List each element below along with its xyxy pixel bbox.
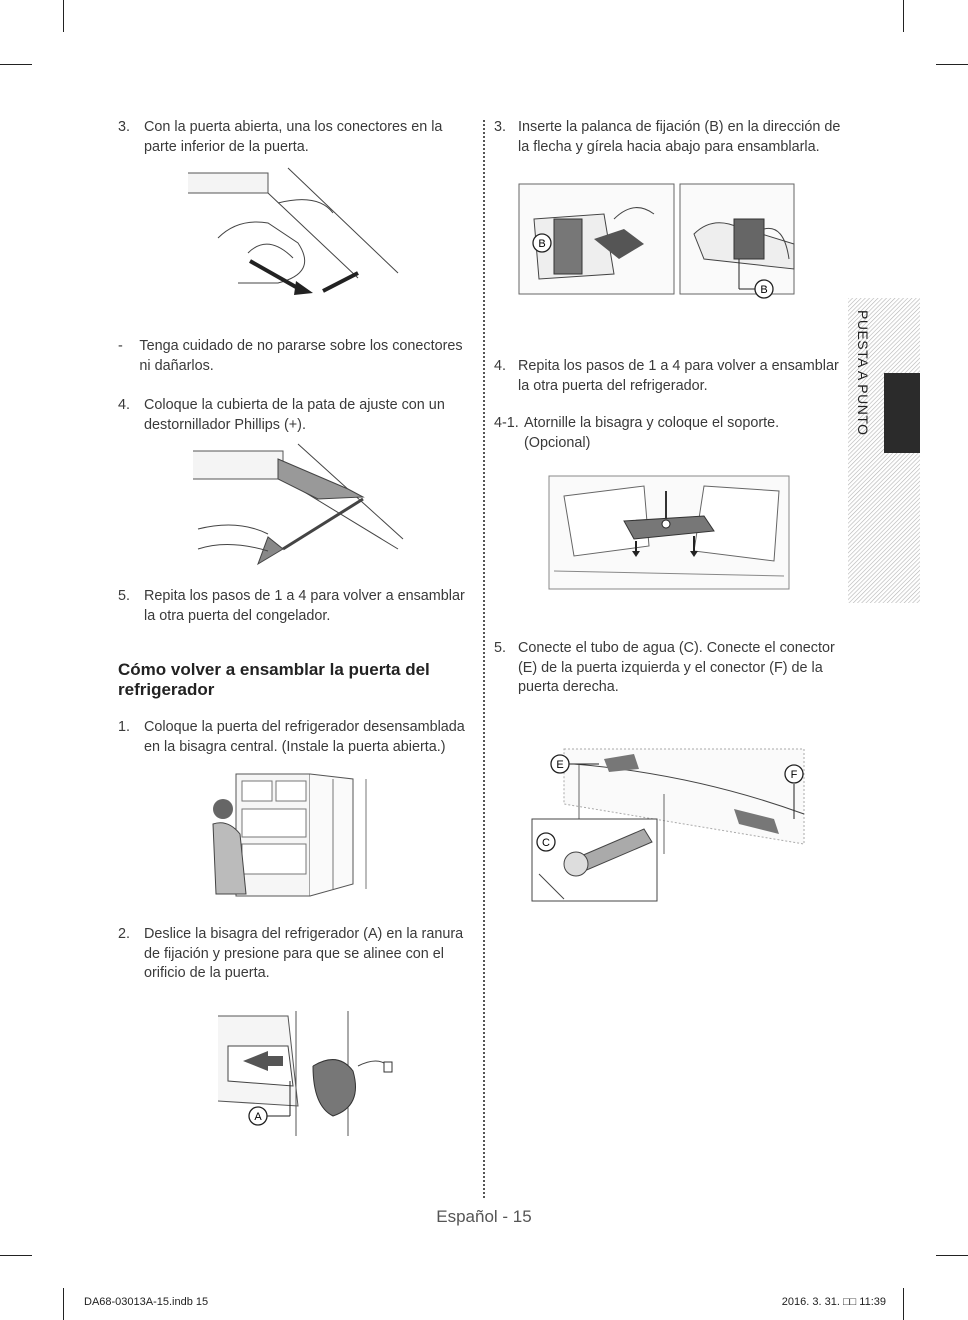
- step-4-right: [494, 357, 844, 396]
- step-text: Conecte el tubo de agua (C). Conecte el conector (E) de la puerta izquierda y el conector (F) de la puerta derecha.: [518, 640, 835, 695]
- step-number: 5.: [118, 588, 131, 604]
- step-1-left: [118, 718, 470, 757]
- note-text: Tenga cuidado de no pararse sobre los conectores ni dañarlos.: [139, 338, 463, 374]
- step-4-1-right: [494, 414, 844, 453]
- section-heading: Cómo volver a ensamblar la puerta del refrigerador: [118, 660, 430, 699]
- crop-mark: [63, 1288, 64, 1320]
- step-3-left: [118, 118, 470, 157]
- bracket-illustration: [494, 471, 844, 595]
- step-text: Coloque la puerta del refrigerador desensamblada en la bisagra central. (Instale la puerta abierta.): [144, 719, 465, 755]
- screwdriver-illustration: [118, 439, 470, 569]
- left-column: [118, 118, 470, 1146]
- step-text: Atornille la bisagra y coloque el soporte. (Opcional): [524, 415, 780, 451]
- caution-note: [118, 337, 470, 376]
- step-number: 3.: [118, 119, 131, 135]
- water-tube-illustration: [494, 734, 844, 904]
- step-number: 1.: [118, 719, 131, 735]
- step-text: Deslice la bisagra del refrigerador (A) en la ranura de fijación y presione para que se alinee con el orificio de la puerta.: [144, 926, 464, 981]
- step-5-left: [118, 587, 470, 626]
- step-number: 4.: [494, 358, 507, 374]
- hinge-illustration: [118, 1006, 470, 1146]
- step-number: 5.: [494, 640, 507, 656]
- step-text: Coloque la cubierta de la pata de ajuste con un destornillador Phillips (+).: [144, 397, 445, 433]
- crop-mark: [936, 64, 968, 65]
- step-4-left: [118, 396, 470, 435]
- step-number: 3.: [494, 119, 507, 135]
- crop-mark: [63, 0, 64, 32]
- label-c: C: [542, 836, 550, 849]
- step-5-right: [494, 639, 844, 698]
- lever-illustration: [494, 179, 844, 311]
- refrigerator-door-illustration: [118, 769, 470, 901]
- page-number: Español - 15: [436, 1207, 532, 1226]
- crop-mark: [0, 64, 32, 65]
- step-text: Inserte la palanca de fijación (B) en la dirección de la flecha y gírela hacia abajo para ensamblarla.: [518, 119, 841, 155]
- step-number: 4.: [118, 397, 131, 413]
- label-b-left: B: [538, 238, 546, 250]
- step-text: Repita los pasos de 1 a 4 para volver a ensamblar la otra puerta del refrigerador.: [518, 358, 839, 394]
- connector-illustration: [118, 163, 470, 295]
- label-b-right: B: [760, 284, 768, 296]
- right-column: [494, 118, 844, 904]
- side-tab-label: PUESTA A PUNTO: [855, 310, 871, 436]
- column-divider: [483, 120, 485, 1198]
- label-e: E: [556, 758, 564, 771]
- step-text: Con la puerta abierta, una los conectores en la parte inferior de la puerta.: [144, 119, 443, 155]
- crop-mark: [936, 1255, 968, 1256]
- label-a: A: [254, 1110, 262, 1123]
- label-f: F: [790, 768, 798, 781]
- crop-mark: [0, 1255, 32, 1256]
- note-dash: -: [118, 338, 123, 354]
- crop-mark: [903, 1288, 904, 1320]
- step-2-left: [118, 925, 470, 984]
- step-number: 2.: [118, 926, 131, 942]
- print-filename: DA68-03013A-15.indb 15: [84, 1296, 209, 1308]
- crop-mark: [903, 0, 904, 32]
- step-number: 4-1.: [494, 415, 519, 431]
- section-side-tab: [848, 298, 920, 603]
- print-timestamp: 2016. 3. 31. □□ 11:39: [781, 1296, 886, 1308]
- step-3-right: [494, 118, 844, 157]
- step-text: Repita los pasos de 1 a 4 para volver a ensamblar la otra puerta del congelador.: [144, 588, 465, 624]
